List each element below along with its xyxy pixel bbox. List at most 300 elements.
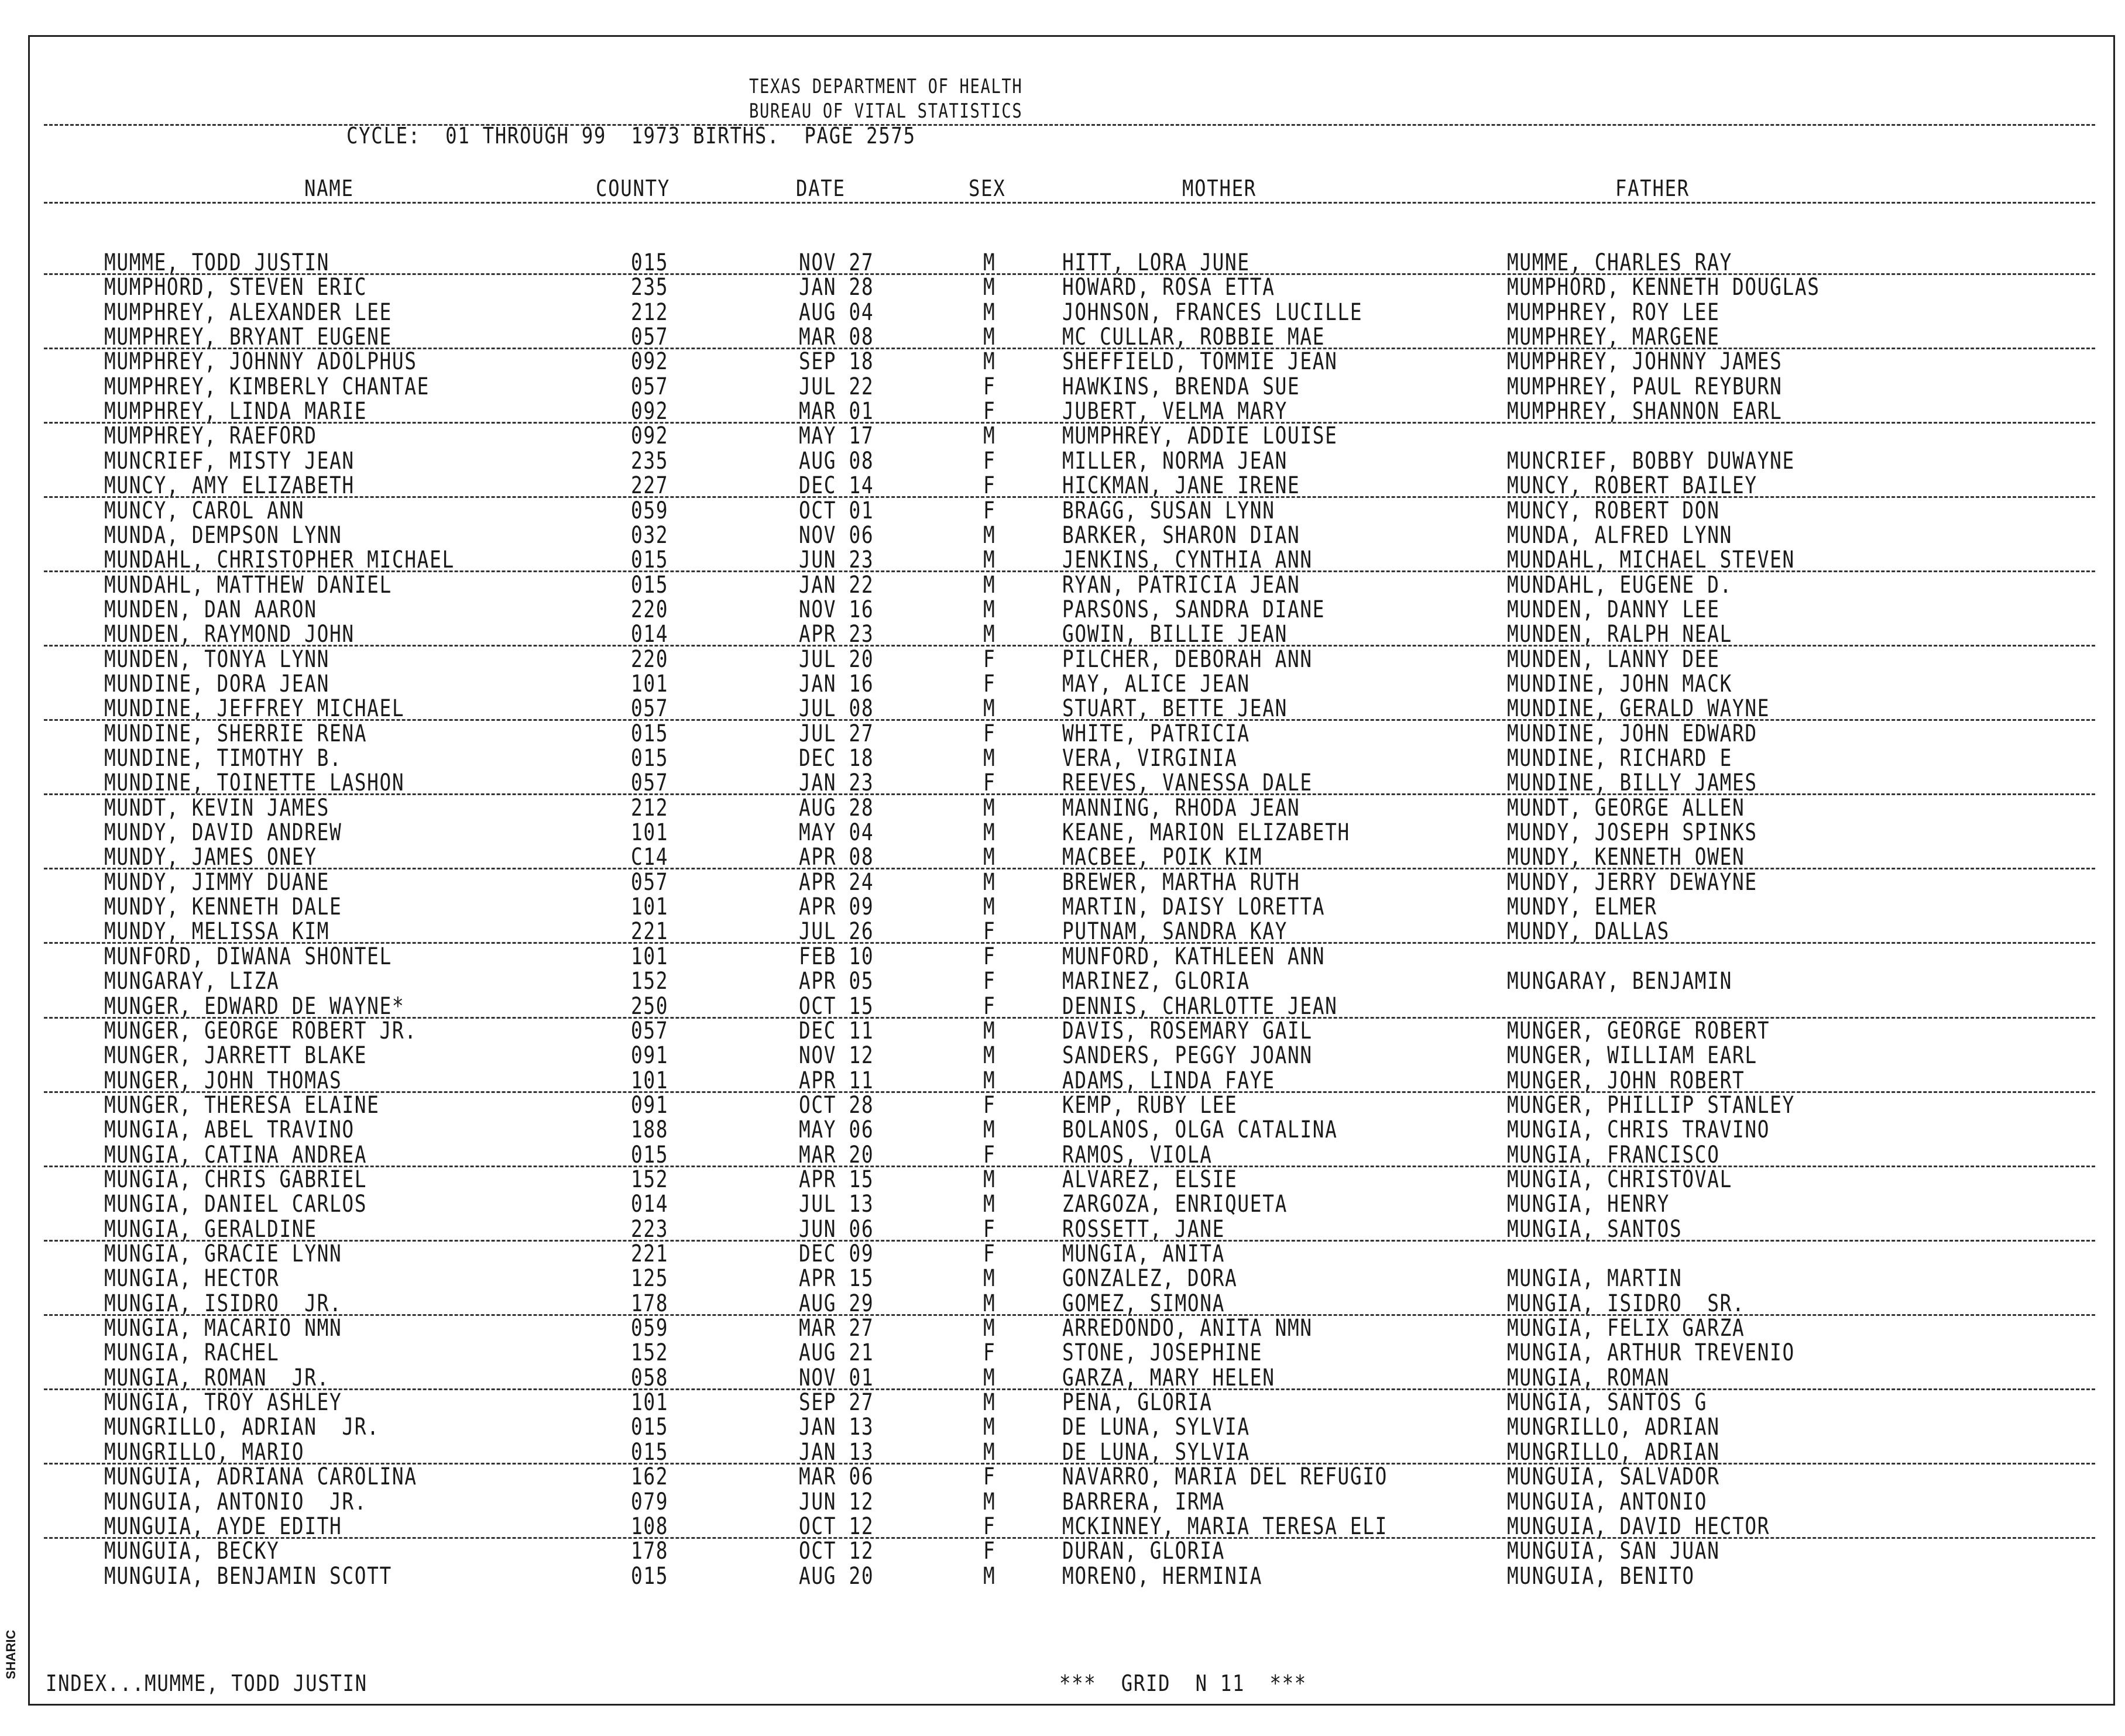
cell-father: MUNDAHL, EUGENE D. — [1507, 571, 1732, 599]
cell-father: MUNDY, JOSEPH SPINKS — [1507, 819, 1757, 847]
table-row — [0, 895, 2125, 919]
table-row — [0, 325, 2125, 349]
cell-date: OCT 12 — [799, 1512, 874, 1540]
cell-date: MAR 27 — [799, 1315, 874, 1342]
cell-county: 101 — [631, 1067, 669, 1094]
cell-sex: M — [983, 298, 996, 326]
cell-mother: MARINEZ, GLORIA — [1062, 968, 1250, 995]
cell-mother: BREWER, MARTHA RUTH — [1062, 868, 1300, 896]
cell-sex: M — [983, 521, 996, 549]
cell-county: 108 — [631, 1512, 669, 1540]
cell-name: MUNGRILLO, ADRIAN JR. — [104, 1414, 380, 1441]
cell-father: MUNGIA, FRANCISCO — [1507, 1141, 1720, 1168]
cell-mother: MACBEE, POIK KIM — [1062, 844, 1263, 871]
cell-father: MUNDINE, RICHARD E — [1507, 745, 1732, 772]
table-row — [0, 1167, 2125, 1192]
cell-name: MUNGER, JARRETT BLAKE — [104, 1042, 368, 1070]
cell-county: 188 — [631, 1116, 669, 1144]
cell-mother: BRAGG, SUSAN LYNN — [1062, 497, 1275, 524]
cell-name: MUNGIA, GERALDINE — [104, 1215, 317, 1243]
cell-mother: HAWKINS, BRENDA SUE — [1062, 373, 1300, 400]
cell-father: MUNDA, ALFRED LYNN — [1507, 521, 1732, 549]
cell-sex: M — [983, 1315, 996, 1342]
table-row — [0, 919, 2125, 944]
cell-date: JAN 16 — [799, 670, 874, 697]
cell-date: NOV 16 — [799, 596, 874, 623]
table-row — [0, 1340, 2125, 1365]
cell-date: MAY 04 — [799, 819, 874, 847]
table-row — [0, 399, 2125, 424]
table-row — [0, 499, 2125, 523]
bureau-title: BUREAU OF VITAL STATISTICS — [749, 99, 1023, 123]
cell-mother: GARZA, MARY HELEN — [1062, 1364, 1275, 1391]
cell-name: MUNGUIA, ADRIANA CAROLINA — [104, 1463, 417, 1491]
table-row — [0, 548, 2125, 572]
cell-father: MUNDEN, DANNY LEE — [1507, 596, 1720, 623]
cell-sex: M — [983, 621, 996, 648]
cell-sex: F — [983, 670, 996, 697]
cell-date: NOV 06 — [799, 521, 874, 549]
cell-county: 059 — [631, 1315, 669, 1342]
cell-date: MAR 06 — [799, 1463, 874, 1491]
cell-sex: F — [983, 943, 996, 970]
col-mother-header: MOTHER — [1182, 176, 1257, 201]
cell-date: SEP 18 — [799, 348, 874, 376]
cell-county: 250 — [631, 992, 669, 1020]
cell-mother: MILLER, NORMA JEAN — [1062, 447, 1288, 475]
cell-date: JUN 23 — [799, 546, 874, 574]
cell-mother: STUART, BETTE JEAN — [1062, 695, 1288, 723]
cell-sex: M — [983, 596, 996, 623]
cell-mother: MORENO, HERMINIA — [1062, 1562, 1263, 1590]
cell-father: MUNGER, WILLIAM EARL — [1507, 1042, 1757, 1070]
table-row — [0, 1266, 2125, 1291]
cell-mother: MUNFORD, KATHLEEN ANN — [1062, 943, 1326, 970]
cell-county: 092 — [631, 348, 669, 376]
cell-mother: HITT, LORA JUNE — [1062, 249, 1250, 276]
table-row — [0, 647, 2125, 672]
cell-name: MUMPHREY, KIMBERLY CHANTAE — [104, 373, 430, 400]
cell-mother: ADAMS, LINDA FAYE — [1062, 1067, 1275, 1094]
cell-county: 212 — [631, 794, 669, 821]
cell-name: MUNDEN, DAN AARON — [104, 596, 317, 623]
cell-county: 212 — [631, 298, 669, 326]
cell-county: 152 — [631, 1166, 669, 1193]
cell-name: MUNGIA, MACARIO NMN — [104, 1315, 342, 1342]
cell-sex: M — [983, 1191, 996, 1218]
table-row — [0, 1415, 2125, 1439]
cell-sex: M — [983, 274, 996, 301]
cell-name: MUNDINE, DORA JEAN — [104, 670, 329, 697]
cell-father: MUNDINE, GERALD WAYNE — [1507, 695, 1770, 723]
cell-date: AUG 20 — [799, 1562, 874, 1590]
cell-name: MUNGIA, ISIDRO JR. — [104, 1290, 342, 1317]
cell-date: FEB 10 — [799, 943, 874, 970]
cell-sex: M — [983, 1067, 996, 1094]
cell-county: 057 — [631, 868, 669, 896]
cell-mother: NAVARRO, MARIA DEL REFUGIO — [1062, 1463, 1388, 1491]
cell-name: MUNCY, CAROL ANN — [104, 497, 305, 524]
cell-county: 162 — [631, 1463, 669, 1491]
cell-father: MUNGIA, HENRY — [1507, 1191, 1670, 1218]
table-row — [0, 1490, 2125, 1514]
cell-sex: M — [983, 1166, 996, 1193]
cell-county: 092 — [631, 398, 669, 425]
cell-mother: JUBERT, VELMA MARY — [1062, 398, 1288, 425]
cell-sex: F — [983, 1538, 996, 1565]
cell-date: OCT 01 — [799, 497, 874, 524]
cell-mother: SANDERS, PEGGY JOANN — [1062, 1042, 1313, 1070]
cell-mother: ALVAREZ, ELSIE — [1062, 1166, 1238, 1193]
cell-name: MUNGIA, CATINA ANDREA — [104, 1141, 368, 1168]
cell-father: MUNGIA, SANTOS — [1507, 1215, 1683, 1243]
cell-mother: DAVIS, ROSEMARY GAIL — [1062, 1017, 1313, 1044]
cell-date: JUL 13 — [799, 1191, 874, 1218]
cell-county: 057 — [631, 1017, 669, 1044]
cell-father: MUNDY, JERRY DEWAYNE — [1507, 868, 1757, 896]
cell-date: JUL 22 — [799, 373, 874, 400]
cell-mother: ZARGOZA, ENRIQUETA — [1062, 1191, 1288, 1218]
cell-county: 178 — [631, 1290, 669, 1317]
cell-sex: M — [983, 1265, 996, 1292]
cell-date: OCT 15 — [799, 992, 874, 1020]
cell-mother: MUNGIA, ANITA — [1062, 1240, 1225, 1267]
cell-name: MUNDINE, JEFFREY MICHAEL — [104, 695, 405, 723]
cell-sex: F — [983, 497, 996, 524]
cell-sex: F — [983, 769, 996, 797]
cell-father: MUNDY, DALLAS — [1507, 918, 1670, 946]
cell-date: OCT 28 — [799, 1091, 874, 1119]
cell-mother: PUTNAM, SANDRA KAY — [1062, 918, 1288, 946]
cell-father: MUNGIA, ARTHUR TREVENIO — [1507, 1339, 1795, 1367]
cell-sex: F — [983, 918, 996, 946]
table-row — [0, 424, 2125, 448]
cell-date: AUG 08 — [799, 447, 874, 475]
cell-name: MUNDINE, SHERRIE RENA — [104, 720, 368, 747]
cell-mother: REEVES, VANESSA DALE — [1062, 769, 1313, 797]
grid-footer: *** GRID N 11 *** — [1059, 1670, 1307, 1696]
cell-county: 079 — [631, 1488, 669, 1515]
cell-father: MUNDINE, BILLY JAMES — [1507, 769, 1757, 797]
cell-date: AUG 04 — [799, 298, 874, 326]
cell-county: 101 — [631, 670, 669, 697]
table-row — [0, 473, 2125, 498]
cell-name: MUNGER, JOHN THOMAS — [104, 1067, 342, 1094]
cell-date: SEP 27 — [799, 1389, 874, 1417]
cell-name: MUNGIA, ROMAN JR. — [104, 1364, 329, 1391]
cell-name: MUNDINE, TIMOTHY B. — [104, 745, 342, 772]
cell-father: MUNGER, JOHN ROBERT — [1507, 1067, 1745, 1094]
cell-date: APR 05 — [799, 968, 874, 995]
cell-name: MUNGER, THERESA ELAINE — [104, 1091, 380, 1119]
cell-name: MUNCY, AMY ELIZABETH — [104, 472, 355, 500]
cell-mother: MARTIN, DAISY LORETTA — [1062, 893, 1326, 921]
cell-father: MUNGIA, SANTOS G — [1507, 1389, 1708, 1417]
cell-mother: WHITE, PATRICIA — [1062, 720, 1250, 747]
table-row — [0, 845, 2125, 869]
cell-date: OCT 12 — [799, 1538, 874, 1565]
cell-father: MUNGIA, CHRISTOVAL — [1507, 1166, 1732, 1193]
cell-father: MUNGER, GEORGE ROBERT — [1507, 1017, 1770, 1044]
cell-mother: JOHNSON, FRANCES LUCILLE — [1062, 298, 1363, 326]
agency-title: TEXAS DEPARTMENT OF HEALTH — [749, 75, 1023, 98]
table-row — [0, 1440, 2125, 1465]
cell-date: JUN 06 — [799, 1215, 874, 1243]
cell-father: MUNGIA, FELIX GARZA — [1507, 1315, 1745, 1342]
cell-county: 058 — [631, 1364, 669, 1391]
cell-date: AUG 29 — [799, 1290, 874, 1317]
cell-name: MUNDEN, RAYMOND JOHN — [104, 621, 355, 648]
cell-county: 015 — [631, 1141, 669, 1168]
cell-sex: M — [983, 1116, 996, 1144]
cell-date: APR 24 — [799, 868, 874, 896]
cell-father: MUNDY, ELMER — [1507, 893, 1657, 921]
cell-date: APR 15 — [799, 1265, 874, 1292]
table-row — [0, 1291, 2125, 1316]
cell-name: MUNGER, GEORGE ROBERT JR. — [104, 1017, 417, 1044]
table-row — [0, 597, 2125, 622]
cell-father: MUMPHORD, KENNETH DOUGLAS — [1507, 274, 1820, 301]
cell-sex: M — [983, 571, 996, 599]
col-name-header: NAME — [304, 176, 354, 201]
cell-sex: M — [983, 546, 996, 574]
cell-name: MUNDY, DAVID ANDREW — [104, 819, 342, 847]
cell-father: MUNGRILLO, ADRIAN — [1507, 1438, 1720, 1466]
cell-sex: M — [983, 348, 996, 376]
cell-name: MUNFORD, DIWANA SHONTEL — [104, 943, 392, 970]
cell-county: 015 — [631, 249, 669, 276]
cell-father: MUNDY, KENNETH OWEN — [1507, 844, 1745, 871]
table-row — [0, 449, 2125, 473]
cell-father: MUMPHREY, ROY LEE — [1507, 298, 1720, 326]
cell-county: 227 — [631, 472, 669, 500]
table-row — [0, 1093, 2125, 1118]
cell-father: MUNGIA, MARTIN — [1507, 1265, 1683, 1292]
cell-father: MUNGUIA, DAVID HECTOR — [1507, 1512, 1770, 1540]
cell-date: DEC 18 — [799, 745, 874, 772]
cell-date: NOV 27 — [799, 249, 874, 276]
cell-sex: M — [983, 1488, 996, 1515]
cell-mother: BARRERA, IRMA — [1062, 1488, 1225, 1515]
cell-sex: M — [983, 868, 996, 896]
table-row — [0, 1366, 2125, 1390]
cell-father: MUNCRIEF, BOBBY DUWAYNE — [1507, 447, 1795, 475]
table-row — [0, 275, 2125, 300]
cell-date: AUG 21 — [799, 1339, 874, 1367]
cell-name: MUMPHREY, LINDA MARIE — [104, 398, 368, 425]
cell-name: MUNGIA, HECTOR — [104, 1265, 280, 1292]
table-row — [0, 771, 2125, 795]
cell-sex: F — [983, 645, 996, 673]
table-row — [0, 1316, 2125, 1340]
cell-county: 220 — [631, 596, 669, 623]
table-row — [0, 622, 2125, 647]
cell-mother: PILCHER, DEBORAH ANN — [1062, 645, 1313, 673]
cell-county: 152 — [631, 968, 669, 995]
cell-county: 057 — [631, 324, 669, 351]
cell-date: APR 08 — [799, 844, 874, 871]
cell-sex: M — [983, 794, 996, 821]
cell-county: 152 — [631, 1339, 669, 1367]
cell-sex: M — [983, 1414, 996, 1441]
cell-mother: ROSSETT, JANE — [1062, 1215, 1225, 1243]
cell-county: 221 — [631, 918, 669, 946]
cell-county: 014 — [631, 621, 669, 648]
cell-date: APR 23 — [799, 621, 874, 648]
table-row — [0, 349, 2125, 374]
table-row — [0, 1390, 2125, 1415]
cell-sex: F — [983, 1091, 996, 1119]
cell-name: MUNDT, KEVIN JAMES — [104, 794, 329, 821]
cell-name: MUNGARAY, LIZA — [104, 968, 280, 995]
table-row — [0, 1068, 2125, 1093]
cell-date: DEC 14 — [799, 472, 874, 500]
cell-name: MUNGIA, DANIEL CARLOS — [104, 1191, 368, 1218]
cell-sex: F — [983, 992, 996, 1020]
cell-father: MUMPHREY, SHANNON EARL — [1507, 398, 1783, 425]
cell-sex: M — [983, 1042, 996, 1070]
cell-sex: M — [983, 844, 996, 871]
cell-sex: M — [983, 745, 996, 772]
cell-mother: GOWIN, BILLIE JEAN — [1062, 621, 1288, 648]
cell-sex: M — [983, 324, 996, 351]
cell-mother: HICKMAN, JANE IRENE — [1062, 472, 1300, 500]
cell-county: C14 — [631, 844, 669, 871]
cell-father: MUNDAHL, MICHAEL STEVEN — [1507, 546, 1795, 574]
cell-date: MAR 08 — [799, 324, 874, 351]
cell-name: MUNDY, JIMMY DUANE — [104, 868, 329, 896]
cell-county: 015 — [631, 720, 669, 747]
cell-mother: DURAN, GLORIA — [1062, 1538, 1225, 1565]
cell-county: 015 — [631, 745, 669, 772]
cell-name: MUNCRIEF, MISTY JEAN — [104, 447, 355, 475]
cell-sex: M — [983, 695, 996, 723]
cell-sex: M — [983, 422, 996, 450]
cell-county: 101 — [631, 893, 669, 921]
table-row — [0, 1564, 2125, 1589]
cell-mother: BOLANOS, OLGA CATALINA — [1062, 1116, 1338, 1144]
cell-date: DEC 11 — [799, 1017, 874, 1044]
cell-father: MUMPHREY, PAUL REYBURN — [1507, 373, 1783, 400]
cell-mother: PENA, GLORIA — [1062, 1389, 1213, 1417]
cell-mother: HOWARD, ROSA ETTA — [1062, 274, 1275, 301]
cell-sex: M — [983, 1562, 996, 1590]
cell-county: 101 — [631, 819, 669, 847]
cell-name: MUNGUIA, BENJAMIN SCOTT — [104, 1562, 392, 1590]
cell-date: JUL 27 — [799, 720, 874, 747]
table-row — [0, 1539, 2125, 1563]
cell-date: APR 15 — [799, 1166, 874, 1193]
cell-sex: M — [983, 1017, 996, 1044]
cell-name: MUNDAHL, CHRISTOPHER MICHAEL — [104, 546, 455, 574]
table-row — [0, 1019, 2125, 1043]
cell-sex: F — [983, 373, 996, 400]
cell-sex: F — [983, 1141, 996, 1168]
cell-sex: F — [983, 398, 996, 425]
table-row — [0, 1465, 2125, 1489]
cell-name: MUMPHREY, BRYANT EUGENE — [104, 324, 392, 351]
cell-name: MUNDINE, TOINETTE LASHON — [104, 769, 405, 797]
cell-county: 235 — [631, 274, 669, 301]
cell-county: 221 — [631, 1240, 669, 1267]
cell-mother: DENNIS, CHARLOTTE JEAN — [1062, 992, 1338, 1020]
cell-mother: BARKER, SHARON DIAN — [1062, 521, 1300, 549]
cell-mother: MAY, ALICE JEAN — [1062, 670, 1250, 697]
cell-date: MAY 06 — [799, 1116, 874, 1144]
index-footer: INDEX...MUMME, TODD JUSTIN — [46, 1670, 368, 1696]
table-row — [0, 374, 2125, 399]
cell-date: MAR 01 — [799, 398, 874, 425]
table-row — [0, 820, 2125, 845]
cell-sex: F — [983, 968, 996, 995]
cell-county: 032 — [631, 521, 669, 549]
table-row — [0, 994, 2125, 1019]
cell-sex: M — [983, 1364, 996, 1391]
cell-name: MUMPHREY, JOHNNY ADOLPHUS — [104, 348, 417, 376]
cell-father: MUNGIA, CHRIS TRAVINO — [1507, 1116, 1770, 1144]
cell-father: MUMPHREY, JOHNNY JAMES — [1507, 348, 1783, 376]
table-row — [0, 1192, 2125, 1216]
table-row — [0, 1217, 2125, 1242]
cell-name: MUNGIA, GRACIE LYNN — [104, 1240, 342, 1267]
cell-sex: F — [983, 1215, 996, 1243]
cell-name: MUNGIA, CHRIS GABRIEL — [104, 1166, 368, 1193]
table-row — [0, 250, 2125, 275]
cell-father: MUNDINE, JOHN MACK — [1507, 670, 1732, 697]
cell-name: MUNGIA, ABEL TRAVINO — [104, 1116, 355, 1144]
table-row — [0, 1043, 2125, 1068]
table-row — [0, 944, 2125, 969]
cell-date: JAN 13 — [799, 1438, 874, 1466]
cell-father: MUNCY, ROBERT DON — [1507, 497, 1720, 524]
cell-date: JUL 20 — [799, 645, 874, 673]
cell-sex: F — [983, 1463, 996, 1491]
cell-county: 015 — [631, 571, 669, 599]
cell-sex: F — [983, 447, 996, 475]
cell-name: MUNDEN, TONYA LYNN — [104, 645, 329, 673]
cell-date: DEC 09 — [799, 1240, 874, 1267]
cell-sex: M — [983, 893, 996, 921]
table-row — [0, 672, 2125, 696]
cell-father: MUNDINE, JOHN EDWARD — [1507, 720, 1757, 747]
cell-father: MUMPHREY, MARGENE — [1507, 324, 1720, 351]
cell-father: MUNGER, PHILLIP STANLEY — [1507, 1091, 1795, 1119]
cell-county: 059 — [631, 497, 669, 524]
cell-mother: SHEFFIELD, TOMMIE JEAN — [1062, 348, 1338, 376]
col-date-header: DATE — [796, 176, 846, 201]
cell-date: APR 11 — [799, 1067, 874, 1094]
cell-name: MUNGIA, TROY ASHLEY — [104, 1389, 342, 1417]
cell-father: MUNDEN, LANNY DEE — [1507, 645, 1720, 673]
cell-county: 014 — [631, 1191, 669, 1218]
cell-mother: MUMPHREY, ADDIE LOUISE — [1062, 422, 1338, 450]
cell-date: AUG 28 — [799, 794, 874, 821]
cell-mother: STONE, JOSEPHINE — [1062, 1339, 1263, 1367]
cell-mother: KEMP, RUBY LEE — [1062, 1091, 1238, 1119]
cell-father: MUNDEN, RALPH NEAL — [1507, 621, 1732, 648]
cell-father: MUNGRILLO, ADRIAN — [1507, 1414, 1720, 1441]
cell-county: 015 — [631, 1414, 669, 1441]
cell-name: MUNDA, DEMPSON LYNN — [104, 521, 342, 549]
cell-date: APR 09 — [799, 893, 874, 921]
cell-name: MUNDY, MELISSA KIM — [104, 918, 329, 946]
table-row — [0, 1143, 2125, 1167]
table-row — [0, 870, 2125, 895]
table-row — [0, 573, 2125, 597]
cell-sex: F — [983, 1512, 996, 1540]
cell-name: MUMME, TODD JUSTIN — [104, 249, 329, 276]
cell-date: NOV 12 — [799, 1042, 874, 1070]
